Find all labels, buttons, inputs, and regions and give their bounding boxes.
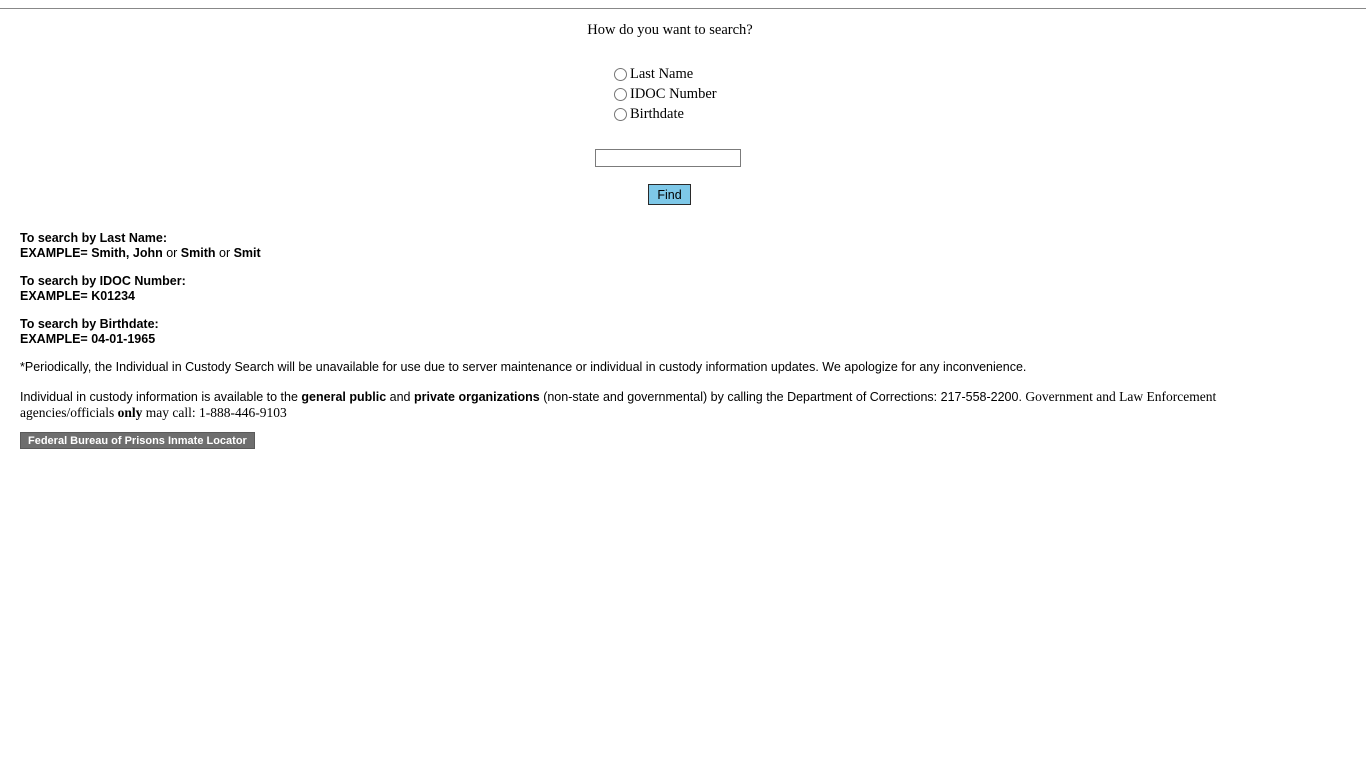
help-birthdate-title: To search by Birthdate:: [20, 317, 159, 331]
help-birthdate-example-prefix: EXAMPLE=: [20, 332, 92, 346]
help-last-name-sep-1: or: [162, 246, 181, 260]
help-idoc-number-example: [20, 289, 186, 304]
maintenance-note: *Periodically, the Individual in Custody Search will be unavailable for use due to server maintenance or individual in custody information updates. We apologize for any inconvenience.: [20, 360, 1027, 374]
help-idoc-number: [20, 274, 186, 304]
public-info-bold-general-public: general public: [301, 390, 387, 404]
public-info-text-3: (non-state and governmental) by calling the Department of Corrections: 217-558-2200.: [539, 390, 1026, 404]
public-info-text-2: and: [386, 390, 414, 404]
radio-option-birthdate[interactable]: [614, 104, 717, 124]
public-info-text-5: may call: 1-888-446-9103: [142, 405, 287, 420]
help-birthdate: [20, 317, 159, 347]
radio-input-idoc-number[interactable]: [614, 88, 627, 101]
federal-bop-inmate-locator-link[interactable]: Federal Bureau of Prisons Inmate Locator: [20, 432, 255, 449]
top-divider: [0, 8, 1366, 9]
help-idoc-number-example-1: K01234: [91, 289, 135, 303]
help-idoc-number-example-prefix: EXAMPLE=: [20, 289, 92, 303]
public-info-bold-private-orgs: private organizations: [413, 390, 540, 404]
help-last-name-example-prefix: EXAMPLE=: [20, 246, 92, 260]
public-info-note: [20, 389, 1255, 421]
help-last-name-example-1: Smith, John: [91, 246, 163, 260]
radio-option-last-name[interactable]: [614, 64, 717, 84]
public-info-text-1: Individual in custody information is available to the: [20, 390, 302, 404]
radio-input-last-name[interactable]: [614, 68, 627, 81]
search-prompt: How do you want to search?: [587, 22, 753, 38]
help-birthdate-example-1: 04-01-1965: [91, 332, 156, 346]
help-birthdate-example: [20, 332, 159, 347]
search-input[interactable]: [595, 149, 741, 167]
help-last-name-example: [20, 246, 261, 261]
help-last-name-example-3: Smit: [233, 246, 261, 260]
help-idoc-number-title: To search by IDOC Number:: [20, 274, 186, 288]
help-last-name-sep-2: or: [215, 246, 234, 260]
help-last-name: [20, 231, 261, 261]
radio-option-idoc-number[interactable]: [614, 84, 717, 104]
radio-label-last-name[interactable]: Last Name: [630, 66, 694, 82]
help-last-name-example-2: Smith: [180, 246, 216, 260]
radio-label-birthdate[interactable]: Birthdate: [630, 106, 684, 122]
find-button[interactable]: Find: [648, 184, 691, 205]
public-info-bold-only: only: [117, 405, 143, 420]
search-type-radio-group: [614, 64, 717, 124]
radio-input-birthdate[interactable]: [614, 108, 627, 121]
radio-label-idoc-number[interactable]: IDOC Number: [630, 86, 717, 102]
help-last-name-title: To search by Last Name:: [20, 231, 168, 245]
public-info-text-4: Government and Law Enforcement agencies/officials: [20, 389, 1217, 420]
